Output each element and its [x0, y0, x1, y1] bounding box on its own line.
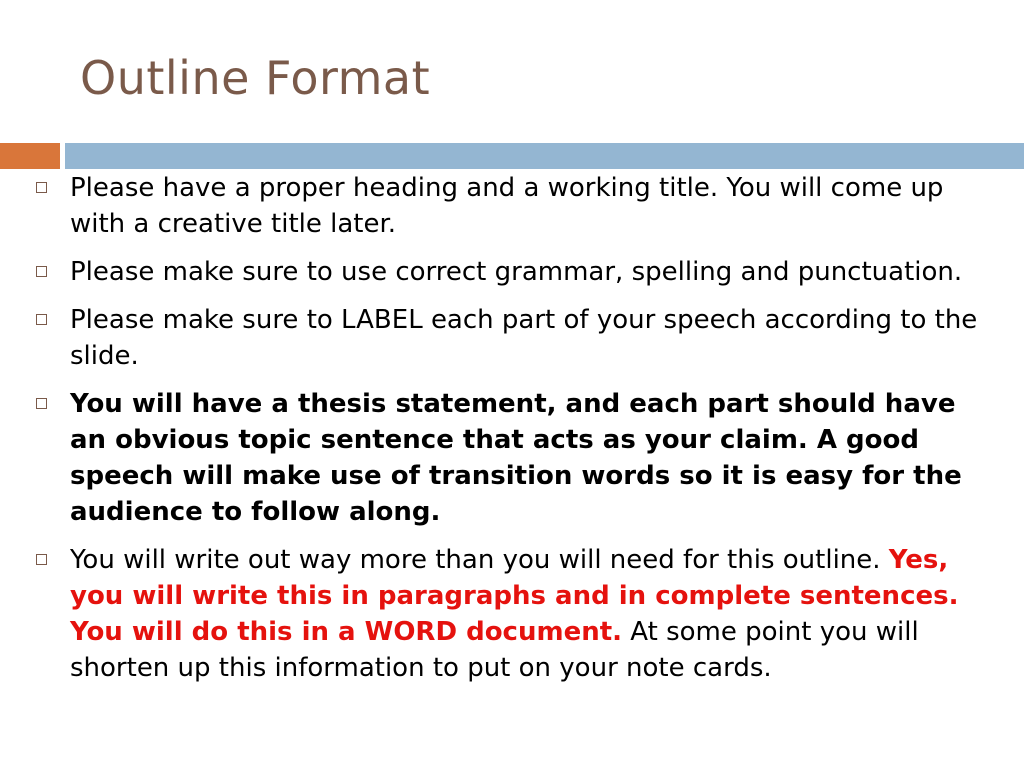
bullet-item-heading: [36, 170, 996, 242]
bullet-item-label: [36, 302, 996, 374]
bullet-text: You will have a thesis statement, and each part should have an obvious topic sentence that acts as your claim. A good speech will make use of transition words so it is easy for the audience to follow along.: [70, 389, 962, 527]
slide-title: Outline Format: [80, 51, 431, 105]
bullet-text-emphasis: Yes, you will write this in paragraphs and in complete sentences. You will do this in a WORD document.: [70, 545, 959, 647]
square-bullet-icon: [36, 314, 47, 325]
bullet-text-before: You will write out way more than you will need for this outline.: [70, 545, 889, 575]
bullet-text: Please make sure to use correct grammar, spelling and punctuation.: [70, 257, 963, 287]
bullet-item-grammar: [36, 254, 996, 290]
accent-bar: [0, 143, 60, 169]
square-bullet-icon: [36, 398, 47, 409]
square-bullet-icon: [36, 182, 47, 193]
bullet-text: Please make sure to LABEL each part of your speech according to the slide.: [70, 305, 978, 371]
bullet-text: Please have a proper heading and a working title. You will come up with a creative title later.: [70, 173, 944, 239]
bullet-item-thesis: [36, 386, 996, 530]
square-bullet-icon: [36, 554, 47, 565]
bullet-list: [36, 170, 996, 698]
bullet-text-after: At some point you will shorten up this information to put on your note cards.: [70, 617, 919, 683]
header-bar: [65, 143, 1024, 169]
square-bullet-icon: [36, 266, 47, 277]
bullet-item-write-out: [36, 542, 996, 686]
